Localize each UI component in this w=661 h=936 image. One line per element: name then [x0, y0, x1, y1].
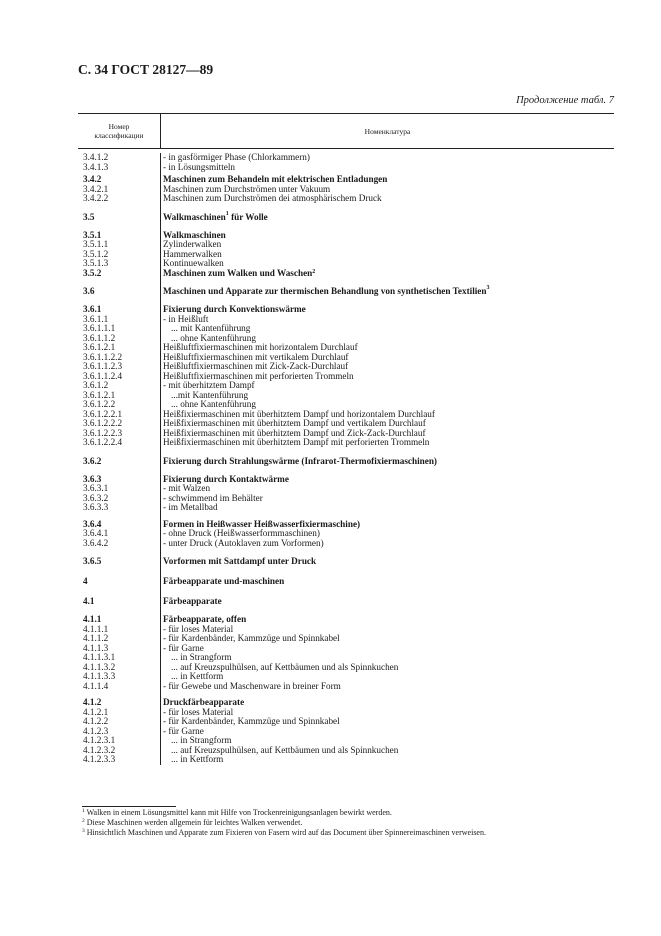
classification-code: 4.1.1.3	[83, 642, 109, 653]
table-row	[78, 163, 614, 173]
nomenclature-entry: - für Kardenbänder, Kammzüge und Spinnkabel	[163, 716, 340, 726]
nomenclature-entry: Heißluftfixiermaschinen mit Zick-Zack-Durchlauf	[163, 361, 349, 371]
table-row	[78, 520, 614, 530]
footnote: $^3$ Hinsichtlich Maschinen und Apparate zum Fixieren von Fasern wird auf das Document über Spinnereimaschinen verweisen.	[82, 828, 486, 837]
table-body	[78, 153, 614, 765]
table-row	[78, 285, 614, 298]
nomenclature-entry: Maschinen und Apparate zur thermischen Behandlung von synthetischen Textilien$^3$	[163, 285, 490, 296]
classification-code: 3.6.1.1.1	[83, 323, 116, 333]
classification-code: 3.6.1.2.2.1	[83, 408, 123, 419]
table-row	[78, 484, 614, 494]
classification-code: 3.6.1.2	[83, 380, 109, 390]
classification-code: 4.1.1.4	[83, 680, 109, 691]
classification-code: 4.1.1.3.2	[83, 661, 116, 672]
classification-code: 3.6.1.1	[83, 313, 109, 324]
table-row	[78, 381, 614, 391]
nomenclature-entry: Heißfixiermaschinen mit überhitztem Dampf mit perforierten Trommeln	[163, 437, 430, 447]
table-row	[78, 682, 614, 692]
nomenclature-entry: ...mit Kantenführung	[171, 389, 249, 400]
nomenclature-entry: - mit Walzen	[163, 483, 211, 493]
nomenclature-entry: Walkmaschinen	[163, 229, 226, 240]
table-row	[78, 672, 614, 682]
nomenclature-entry: - schwimmend im Behälter	[163, 492, 263, 503]
table-row	[78, 305, 614, 315]
nomenclature-entry: Walkmaschinen$^1$ für Wolle	[163, 210, 268, 222]
nomenclature-entry: - im Metallbad	[163, 502, 218, 512]
classification-code: 3.6.3.2	[83, 492, 109, 503]
table-row	[78, 625, 614, 635]
classification-code: 3.5.1.3	[83, 258, 109, 268]
classification-code: 3.5.1.1	[83, 239, 109, 249]
table-row	[78, 494, 614, 504]
classification-code: 3.6.1.2.1	[83, 389, 116, 400]
table-row	[78, 539, 614, 549]
nomenclature-entry: - in Lösungsmitteln	[163, 161, 235, 172]
table-row	[78, 717, 614, 727]
classification-code: 3.4.1.3	[83, 161, 109, 172]
classification-code: 3.6.1.1.2.2	[83, 351, 123, 362]
table-row	[78, 372, 614, 382]
table-row	[78, 708, 614, 718]
classification-code: 4.1.2.1	[83, 706, 109, 717]
nomenclature-entry: ... in Kettform	[171, 754, 224, 764]
table-group	[78, 305, 614, 448]
classification-code: 4.1.1.3.1	[83, 652, 116, 662]
nomenclature-entry: Fixierung durch Strahlungswärme (Infrarot-Thermofixiermaschinen)	[163, 455, 437, 466]
nomenclature-entry: Heißluftfixiermaschinen mit perforierten Trommeln	[163, 370, 354, 381]
nomenclature-entry: Fixierung durch Konvektionswärme	[163, 304, 306, 314]
classification-code: 3.4.2.2	[83, 193, 109, 203]
nomenclature-entry: ... mit Kantenführung	[171, 323, 251, 333]
classification-code: 4.1.2.2	[83, 716, 109, 726]
nomenclature-entry: ... auf Kreuzspulhülsen, auf Kettbäumen und als Spinnkuchen	[171, 661, 399, 672]
nomenclature-entry: ... in Kettform	[171, 671, 224, 681]
table-group	[78, 575, 614, 588]
table-group	[78, 698, 614, 765]
table-group	[78, 153, 614, 172]
table-continuation-label: Продолжение табл. 7	[516, 95, 614, 106]
classification-code: 3.4.2	[83, 174, 102, 184]
classification-code: 3.6.5	[83, 556, 102, 566]
header-classification-number: Номер классификации	[78, 114, 161, 148]
table-row	[78, 575, 614, 588]
table-group	[78, 595, 614, 608]
footnote: $^2$ Diese Maschinen werden allgemein für leichtes Walken verwendet.	[82, 818, 303, 827]
nomenclature-entry: Maschinen zum Walken und Waschen$^2$	[163, 267, 316, 278]
nomenclature-entry: Färbeapparate	[163, 596, 222, 606]
footnote-divider	[82, 806, 176, 807]
footnotes	[82, 808, 486, 838]
table-row	[78, 175, 614, 185]
classification-code: 3.6.3	[83, 473, 102, 484]
classification-code: 4.1.2.3.3	[83, 754, 116, 764]
classification-code: 4.1.1.2	[83, 633, 109, 643]
table-row	[78, 529, 614, 539]
table-row	[78, 746, 614, 756]
nomenclature-entry: ... auf Kreuzspulhülsen, auf Kettbäumen und als Spinnkuchen	[171, 744, 399, 755]
table-row	[78, 727, 614, 737]
classification-code: 3.6.1.2.1	[83, 342, 116, 352]
table-row	[78, 324, 614, 334]
table-row	[78, 663, 614, 673]
nomenclature-entry: - für Gewebe und Maschenware in breiner Form	[163, 680, 341, 691]
nomenclature-entry: - für loses Material	[163, 706, 234, 717]
table-row	[78, 644, 614, 654]
table-group	[78, 285, 614, 298]
classification-code: 3.5	[83, 211, 95, 222]
table-row	[78, 455, 614, 468]
nomenclature-entry: Heißluftfixiermaschinen mit vertikalem Durchlauf	[163, 351, 349, 362]
classification-code: 4.1.2	[83, 697, 102, 707]
classification-code: 3.6.1.1.2	[83, 332, 116, 343]
footnote-reference: 1	[225, 210, 229, 217]
nomenclature-entry: - für Kardenbänder, Kammzüge und Spinnkabel	[163, 633, 340, 643]
nomenclature-entry: Färbeapparate und-maschinen	[163, 576, 285, 586]
classification-code: 3.6.1.1.2.3	[83, 361, 123, 371]
nomenclature-entry: Heißfixiermaschinen mit überhitztem Dampf und vertikalem Durchlauf	[163, 418, 426, 428]
classification-code: 3.5.2	[83, 267, 102, 278]
classification-code: 3.5.1.2	[83, 248, 109, 259]
classification-code: 3.6.1.2.2.2	[83, 418, 123, 428]
classification-code: 4.1.1.3.3	[83, 671, 116, 681]
classification-code: 4	[83, 576, 88, 586]
table-row	[78, 194, 614, 204]
nomenclature-entry: - in Heißluft	[163, 313, 209, 324]
nomenclature-entry: Zylinderwalken	[163, 239, 222, 249]
nomenclature-entry: Heißfixiermaschinen mit überhitztem Dampf und Zick-Zack-Durchlauf	[163, 427, 426, 438]
table-row	[78, 755, 614, 765]
classification-code: 3.4.1.2	[83, 152, 109, 162]
footnote-reference: 2	[312, 268, 316, 275]
nomenclature-entry: Kontinuewalken	[163, 258, 224, 268]
table-group	[78, 555, 614, 568]
table-row	[78, 240, 614, 250]
classification-code: 3.6.1.2.2.4	[83, 437, 123, 447]
table-row	[78, 269, 614, 279]
table-row	[78, 259, 614, 269]
table-row	[78, 595, 614, 608]
nomenclature-entry: - in gasförmiger Phase (Chlorkammern)	[163, 152, 310, 162]
table-header	[78, 113, 614, 149]
table-group	[78, 475, 614, 513]
classification-code: 3.6.3.3	[83, 502, 109, 512]
classification-code: 3.6.1.2.2	[83, 399, 116, 409]
nomenclature-entry: Druckfärbeapparate	[163, 697, 245, 707]
classification-code: 3.4.2.1	[83, 183, 109, 194]
nomenclature-entry: ... in Strangform	[171, 735, 232, 745]
nomenclature-entry: ... ohne Kantenführung	[171, 399, 256, 409]
nomenclature-entry: Maschinen zum Durchströmen unter Vakuum	[163, 183, 331, 194]
classification-table	[78, 113, 614, 765]
classification-code: 3.6.1	[83, 304, 102, 314]
classification-code: 4.1	[83, 596, 95, 606]
table-row	[78, 250, 614, 260]
footnote-reference: 3	[486, 285, 490, 291]
header-nomenclature: Номенклатура	[364, 126, 411, 136]
table-row	[78, 438, 614, 448]
table-row	[78, 391, 614, 401]
classification-code: 4.1.2.3	[83, 725, 109, 736]
table-row	[78, 615, 614, 625]
nomenclature-entry: - für loses Material	[163, 623, 234, 634]
classification-code: 3.6.4	[83, 518, 102, 529]
nomenclature-entry: - ohne Druck (Heißwasserformmaschinen)	[163, 528, 320, 538]
table-row	[78, 153, 614, 163]
table-row	[78, 555, 614, 568]
nomenclature-entry: Heißfixiermaschinen mit überhitztem Dampf und horizontalem Durchlauf	[163, 408, 435, 419]
table-row	[78, 231, 614, 241]
nomenclature-entry: ... ohne Kantenführung	[171, 332, 256, 343]
table-group	[78, 231, 614, 279]
classification-code: 3.6.4.2	[83, 537, 109, 548]
table-row	[78, 475, 614, 485]
table-group	[78, 615, 614, 691]
table-row	[78, 211, 614, 224]
nomenclature-entry: - für Garne	[163, 642, 204, 653]
table-row	[78, 698, 614, 708]
column-divider	[160, 153, 161, 765]
nomenclature-entry: Maschinen zum Behandeln mit elektrischen Entladungen	[163, 174, 388, 184]
classification-code: 3.6.3.1	[83, 483, 109, 493]
classification-code: 4.1.2.3.1	[83, 735, 116, 745]
classification-code: 3.6.2	[83, 455, 102, 466]
page-header: С. 34 ГОСТ 28127—89	[78, 62, 214, 77]
classification-code: 4.1.1	[83, 614, 102, 624]
nomenclature-entry: - mit überhitztem Dampf	[163, 380, 255, 390]
nomenclature-entry: Formen in Heißwasser Heißwasserfixiermaschine)	[163, 518, 361, 529]
table-group	[78, 520, 614, 549]
table-group	[78, 175, 614, 204]
classification-code: 4.1.2.3.2	[83, 744, 116, 755]
nomenclature-entry: ... in Strangform	[171, 652, 232, 662]
table-group	[78, 455, 614, 468]
nomenclature-entry: Vorformen mit Sattdampf unter Druck	[163, 556, 317, 566]
nomenclature-entry: Hammerwalken	[163, 248, 222, 259]
classification-code: 3.6.4.1	[83, 528, 109, 538]
table-row	[78, 634, 614, 644]
footnote: $^1$ Walken in einem Lösungsmittel kann mit Hilfe von Trockenreinigungsanlagen bewirkt werden.	[82, 808, 392, 817]
classification-code: 3.6.1.1.2.4	[83, 370, 123, 381]
nomenclature-entry: Maschinen zum Durchströmen dei atmosphärischem Druck	[163, 193, 382, 203]
nomenclature-entry: Heißluftfixiermaschinen mit horizontalem Durchlauf	[163, 342, 358, 352]
classification-code: 3.6	[83, 286, 95, 296]
table-row	[78, 315, 614, 325]
nomenclature-entry: Färbeapparate, offen	[163, 614, 247, 624]
nomenclature-entry: - für Garne	[163, 725, 204, 736]
table-group	[78, 211, 614, 224]
nomenclature-entry: Fixierung durch Kontaktwärme	[163, 473, 289, 484]
classification-code: 3.6.1.2.2.3	[83, 427, 123, 438]
nomenclature-entry: - unter Druck (Autoklaven zum Vorformen)	[163, 537, 324, 548]
classification-code: 4.1.1.1	[83, 623, 109, 634]
table-row	[78, 503, 614, 513]
classification-code: 3.5.1	[83, 229, 102, 240]
